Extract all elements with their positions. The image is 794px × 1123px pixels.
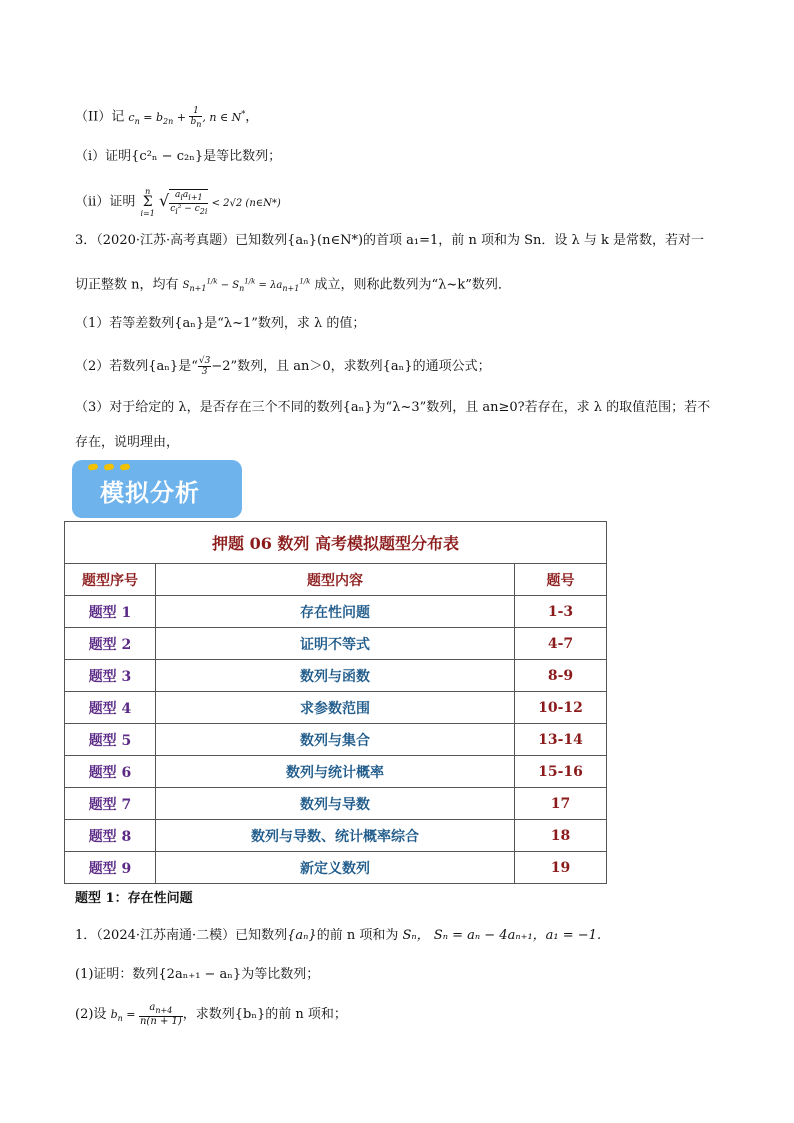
question-no: 17 — [515, 788, 607, 820]
section-q2 — [75, 1003, 347, 1029]
part-ii-sub-line — [75, 187, 281, 219]
sn-condition: Sₙ = aₙ − 4aₙ₊₁，a₁ = −1. — [433, 928, 602, 943]
cn-definition: $c_n = b_{2n}$ + $\frac{1}{b_n}$ , n ∈ N* — [128, 105, 246, 129]
table-row — [65, 852, 607, 884]
part-ii-label: （II）记 — [75, 109, 125, 125]
section-problem1-a: 1．（2024·江苏南通·二模）已知数列 — [75, 928, 288, 943]
section-q2-a: (2)设 — [75, 1007, 107, 1022]
problem3-line2-a: 切正整数 n，均有 — [75, 277, 179, 293]
type-no: 题型 8 — [65, 820, 156, 852]
problem3-q2 — [75, 356, 491, 377]
section-problem1 — [75, 926, 601, 946]
sum-bound: < 2√2 (n∈N*) — [211, 197, 281, 209]
question-no: 18 — [515, 820, 607, 852]
part-ii-sub-label: （ii）证明 — [75, 194, 136, 210]
problem3-q1: （1）若等差数列{aₙ}是“λ~1”数列，求 λ 的值； — [75, 316, 366, 331]
banner-label: 模拟分析 — [100, 479, 200, 507]
problem3-q2-a: （2）若数列{aₙ}是“ — [75, 359, 198, 374]
bn-definition: $b_n$ = $\frac{a_{n+4}}{n(n + 1)}$ — [110, 1002, 182, 1027]
type-content: 数列与导数、统计概率综合 — [156, 820, 515, 852]
type-content: 数列与统计概率 — [156, 756, 515, 788]
problem3-q3-line1: （3）对于给定的 λ，是否存在三个不同的数列{aₙ}为“λ~3”数列，且 an≥0?若存在，求 λ 的取值范围；若不 — [75, 400, 711, 415]
part-ii-line: （II）记 $c_n = b_{2n}$ + $\frac{1}{b_n}$ , n ∈ N*， — [75, 105, 259, 129]
table-row — [65, 724, 607, 756]
banner-decoration-icon — [88, 455, 148, 465]
question-no: 15-16 — [515, 756, 607, 788]
header-type-no: 题型序号 — [65, 564, 156, 596]
table-title: 押题 06 数列 高考模拟题型分布表 — [65, 522, 607, 564]
sum-inequality: n Σ i=1 √ $\frac{a_ia_{i+1}}{c_i^2 - c_{2i}}$ < 2√2 (n∈N*) — [140, 187, 281, 218]
header-content: 题型内容 — [156, 564, 515, 596]
table-row — [65, 660, 607, 692]
question-no: 13-14 — [515, 724, 607, 756]
problem3-q3-line2: 存在，说明理由， — [75, 435, 180, 450]
type-no: 题型 1 — [65, 596, 156, 628]
table-row — [65, 628, 607, 660]
question-no: 19 — [515, 852, 607, 884]
section-banner — [72, 460, 242, 518]
section-problem1-b: 的前 n 项和为 — [316, 928, 399, 943]
type-content: 证明不等式 — [156, 628, 515, 660]
header-question-no: 题号 — [515, 564, 607, 596]
sqrt3-over-3: $\frac{√3}{3}$ — [198, 356, 211, 377]
question-no: 8-9 — [515, 660, 607, 692]
table-row — [65, 820, 607, 852]
table-row — [65, 692, 607, 724]
sequence-a: {aₙ} — [287, 928, 317, 943]
problem3-line2-b: 成立，则称此数列为“λ~k”数列． — [314, 277, 511, 293]
section-q2-b: ，求数列{bₙ}的前 n 项和； — [182, 1007, 347, 1022]
problem3-line2 — [75, 272, 511, 299]
part-i-line: （i）证明{c²ₙ − c₂ₙ}是等比数列； — [75, 149, 282, 164]
question-no: 4-7 — [515, 628, 607, 660]
problem3-line1: 3．（2020·江苏·高考真题）已知数列{aₙ}(n∈N*)的首项 a₁=1，前 n 项和为 Sn．设 λ 与 k 是常数，若对一 — [75, 233, 705, 248]
section-heading: 题型 1：存在性问题 — [75, 891, 193, 906]
type-no: 题型 2 — [65, 628, 156, 660]
question-no: 1-3 — [515, 596, 607, 628]
type-no: 题型 9 — [65, 852, 156, 884]
type-no: 题型 7 — [65, 788, 156, 820]
type-no: 题型 6 — [65, 756, 156, 788]
table-row — [65, 756, 607, 788]
sum-sn: Sₙ， — [402, 928, 430, 943]
type-content: 求参数范围 — [156, 692, 515, 724]
type-content: 数列与函数 — [156, 660, 515, 692]
type-content: 新定义数列 — [156, 852, 515, 884]
table-row — [65, 596, 607, 628]
question-no: 10-12 — [515, 692, 607, 724]
table-row — [65, 788, 607, 820]
distribution-table — [64, 521, 607, 884]
type-no: 题型 4 — [65, 692, 156, 724]
type-content: 数列与集合 — [156, 724, 515, 756]
type-content: 存在性问题 — [156, 596, 515, 628]
type-no: 题型 3 — [65, 660, 156, 692]
section-q1: (1)证明：数列{2aₙ₊₁ − aₙ}为等比数列； — [75, 967, 320, 982]
problem3-q2-b: −2”数列，且 an＞0，求数列{aₙ}的通项公式； — [211, 359, 491, 374]
lambda-k-condition: $S_{n+1}^{1/k} - S_n^{1/k} = \lambda a_{n+1}^{1/k}$ — [182, 278, 311, 294]
type-no: 题型 5 — [65, 724, 156, 756]
type-content: 数列与导数 — [156, 788, 515, 820]
